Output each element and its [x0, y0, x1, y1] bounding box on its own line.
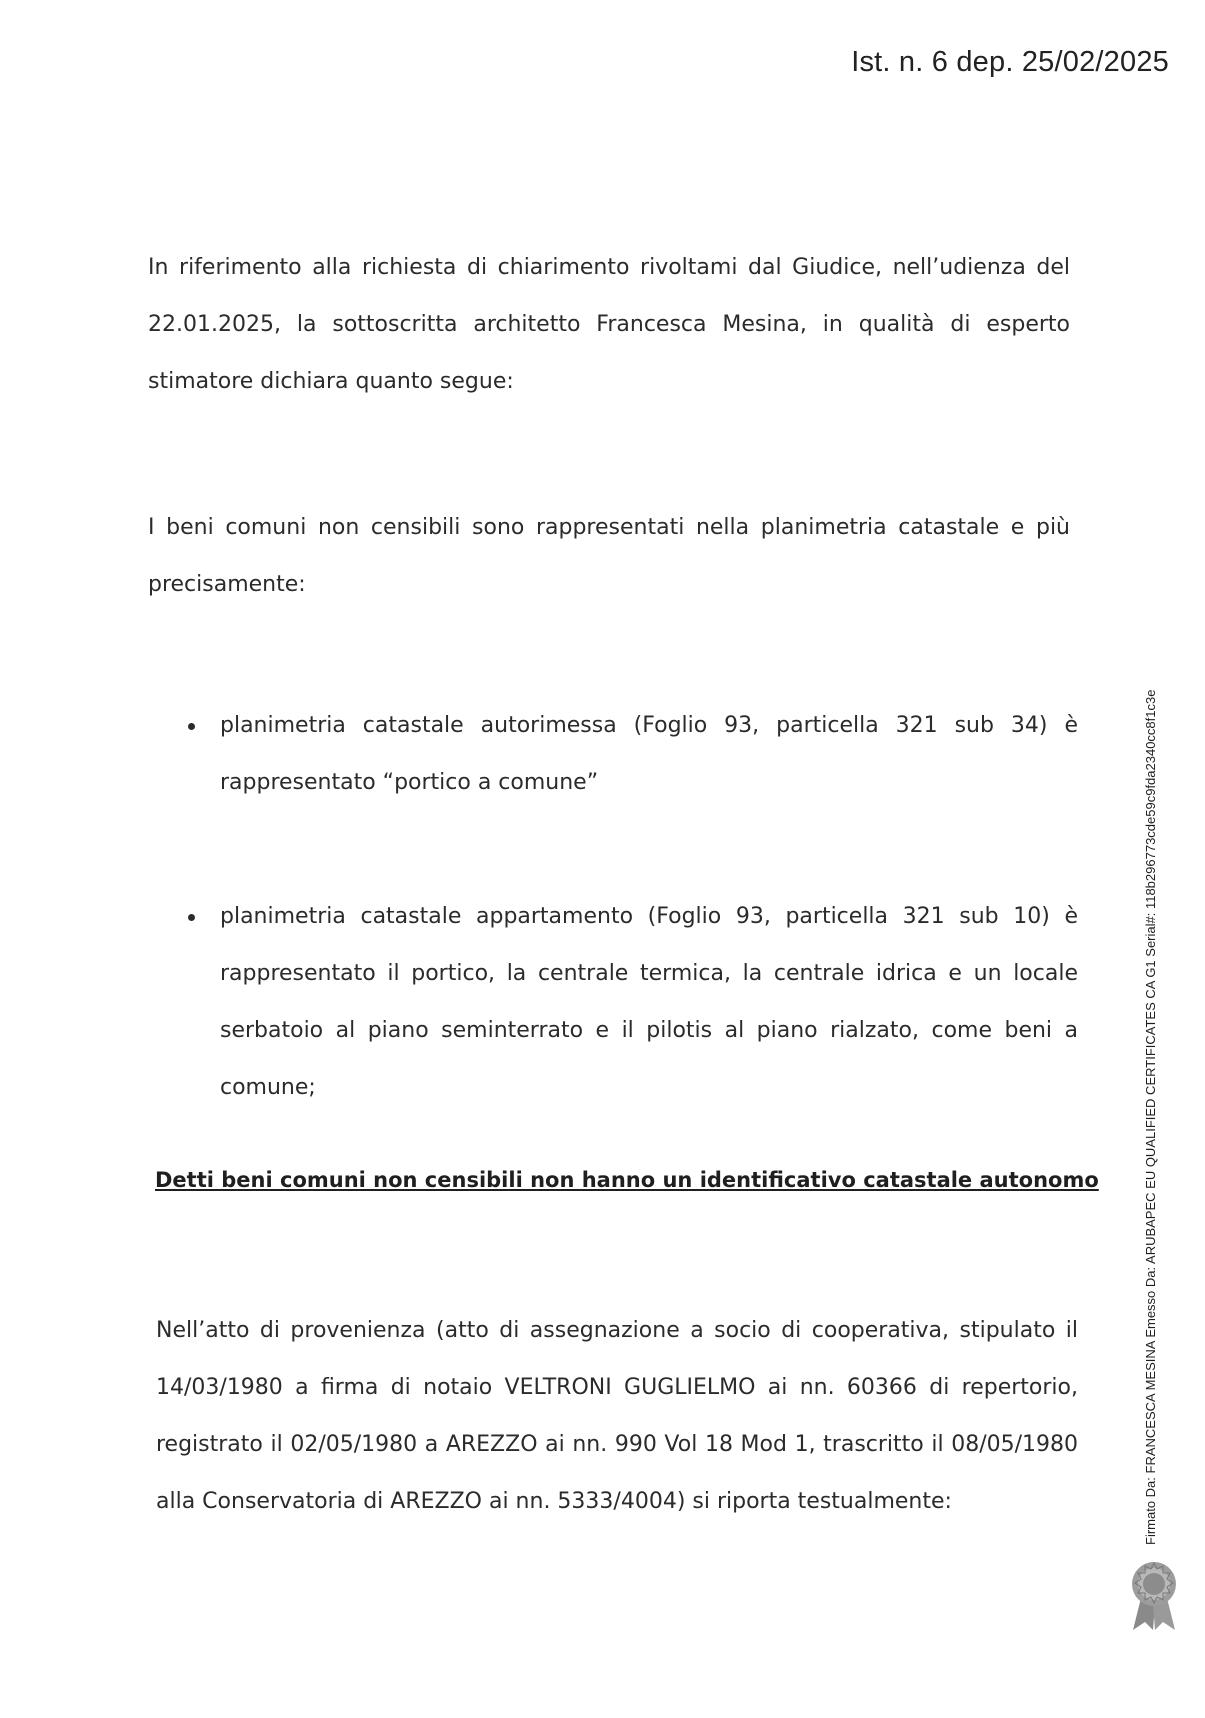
- emphasis-statement: Detti beni comuni non censibili non hanno un identificativo catastale autonomo: [155, 1168, 1099, 1192]
- bullet-text: planimetria catastale appartamento (Foglio 93, particella 321 sub 10) è rappresentato il portico, la centrale termica, la centrale idrica e un locale serbatoio al piano seminterrato e il pilotis al piano rialzato, come beni a comune;: [220, 904, 1078, 1100]
- bullet-dot-icon: [188, 914, 195, 921]
- bullet-list-1: [178, 697, 1078, 811]
- digital-signature-text: Firmato Da: FRANCESCA MESINA Emesso Da: ARUBAPEC EU QUALIFIED CERTIFICATES CA G1 Serial#: 118b296773cde59c9fda2340cc8f1c3e: [1143, 689, 1158, 1545]
- provenienza-paragraph: Nell’atto di provenienza (atto di assegnazione a socio di cooperativa, stipulato il 14/03/1980 a firma di notaio VELTRONI GUGLIELMO ai nn. 60366 di repertorio, registrato il 02/05/1980 a AREZZO ai nn. 990 Vol 18 Mod 1, trascritto il 08/05/1980 alla Conservatoria di AREZZO ai nn. 5333/4004) si riporta testualmente:: [156, 1318, 1078, 1514]
- ribbon-seal-icon: [1127, 1560, 1181, 1632]
- list-item: [178, 697, 1078, 811]
- bullet-text: planimetria catastale autorimessa (Foglio 93, particella 321 sub 34) è rappresentato “portico a comune”: [220, 713, 1078, 795]
- bullet-dot-icon: [188, 723, 195, 730]
- intro-paragraph: In riferimento alla richiesta di chiarimento rivoltami dal Giudice, nell’udienza del 22.01.2025, la sottoscritta architetto Francesca Mesina, in qualità di esperto stimatore dichiara quanto segue:: [148, 255, 1070, 394]
- bullet-list-2: [178, 888, 1078, 1116]
- list-item: [178, 888, 1078, 1116]
- beni-intro-paragraph: I beni comuni non censibili sono rappresentati nella planimetria catastale e più precisamente:: [148, 515, 1070, 597]
- deposit-stamp: Ist. n. 6 dep. 25/02/2025: [851, 46, 1169, 78]
